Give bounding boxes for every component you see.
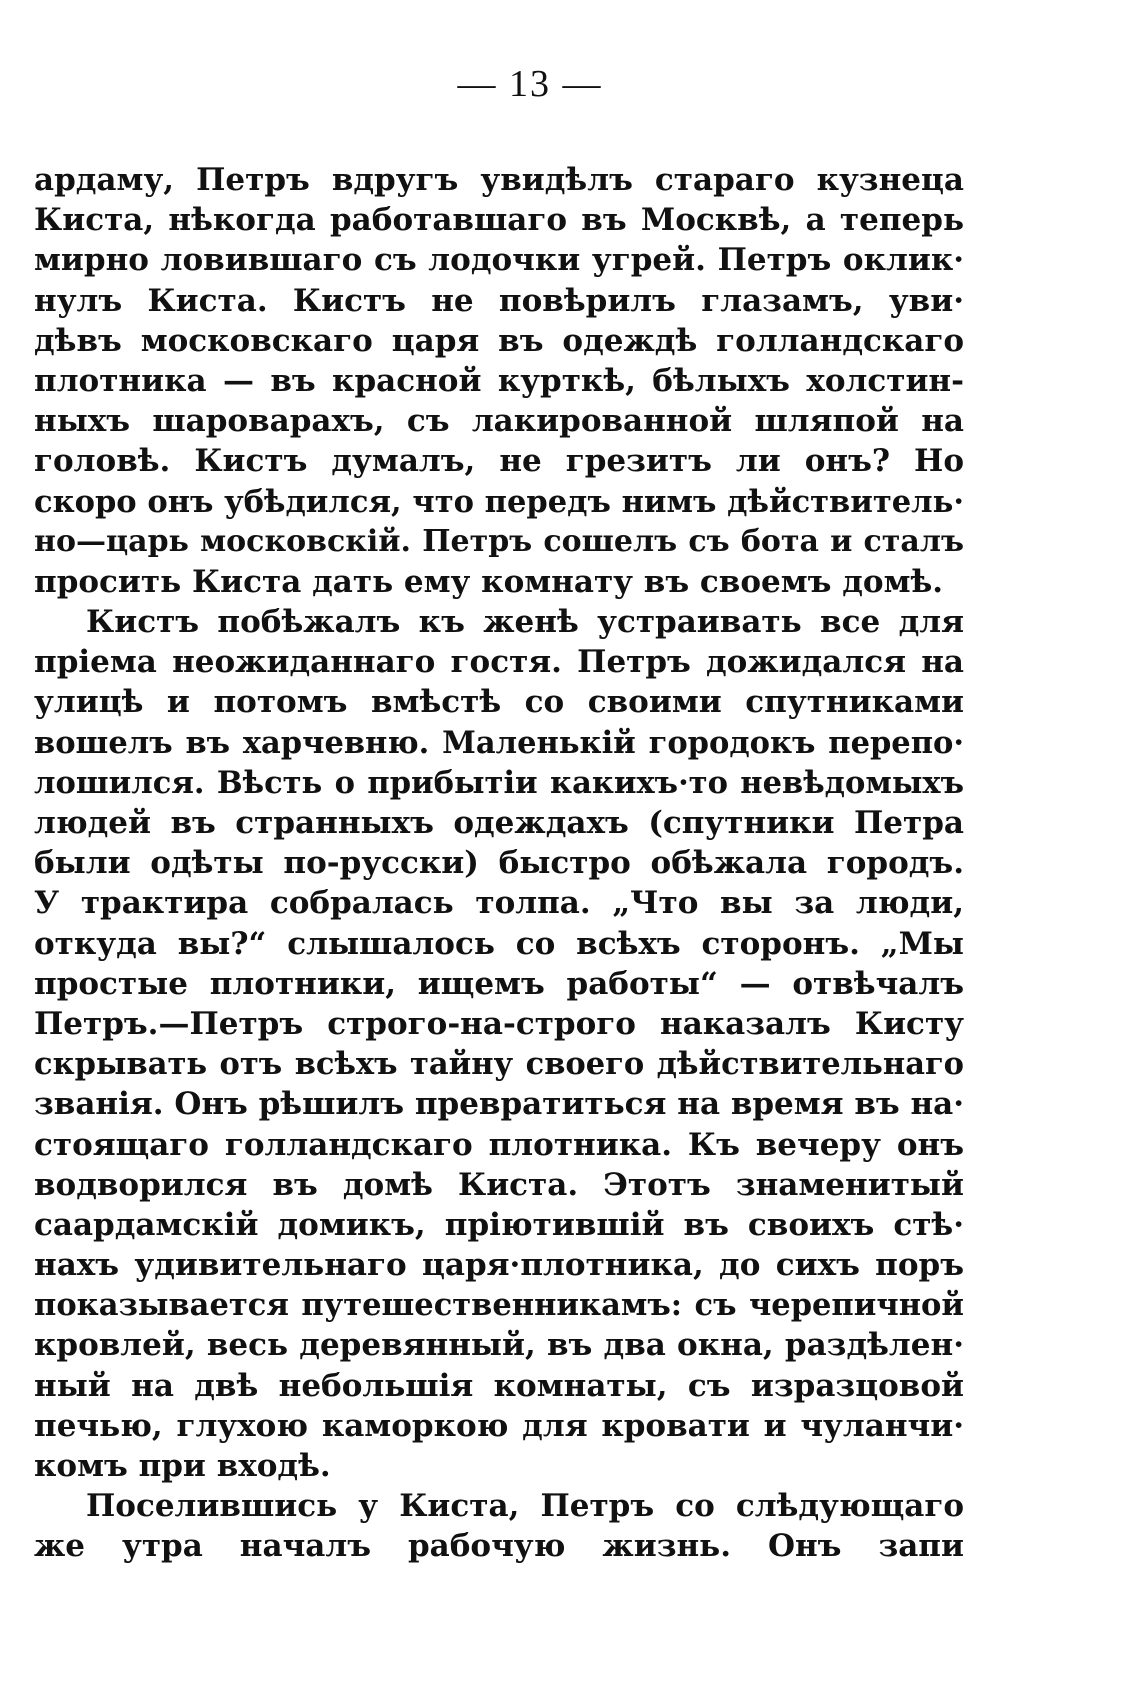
body-text [34, 160, 964, 1567]
text-line: нахъ удивительнаго царя·плотника, до сихъ поръ [34, 1247, 964, 1284]
text-line: У трактира собралась толпа. „Что вы за люди, [34, 885, 964, 922]
text-line: скрывать отъ всѣхъ тайну своего дѣйствительнаго [34, 1046, 964, 1083]
text-line: кровлей, весь деревянный, въ два окна, раздѣлен· [34, 1327, 964, 1364]
text-line: но—царь московскій. Петръ сошелъ съ бота и сталъ [34, 523, 964, 559]
text-line: печью, глухою каморкою для кровати и чуланчи· [34, 1407, 964, 1444]
text-line: головѣ. Кистъ думалъ, не грезитъ ли онъ? Но [34, 443, 964, 480]
text-line: были одѣты по-русски) быстро обѣжала городъ. [34, 845, 964, 882]
text-line: улицѣ и потомъ вмѣстѣ со своими спутниками [34, 684, 964, 721]
text-line: ный на двѣ небольшія комнаты, съ изразцовой [34, 1367, 964, 1404]
text-line: Киста, нѣкогда работавшаго въ Москвѣ, а теперь [34, 202, 964, 239]
text-line: показывается путешественникамъ: съ черепичной [34, 1287, 964, 1324]
text-line: стоящаго голландскаго плотника. Къ вечеру онъ [34, 1126, 964, 1163]
text-line: ныхъ шароварахъ, съ лакированной шляпой на [34, 403, 964, 440]
text-line: просить Киста дать ему комнату въ своемъ домѣ. [34, 563, 944, 600]
text-line: званія. Онъ рѣшилъ превратиться на время въ на· [34, 1086, 965, 1123]
text-line: пріема неожиданнаго гостя. Петръ дожидался на [34, 644, 964, 681]
text-line: Кистъ побѣжалъ къ женѣ устраивать все для [86, 604, 964, 641]
text-line: Петръ.—Петръ строго-на-строго наказалъ Кисту [34, 1005, 964, 1042]
text-line: саардамскій домикъ, пріютившій въ своихъ стѣ· [34, 1206, 964, 1243]
text-line: же утра началъ рабочую жизнь. Онъ запи [34, 1528, 964, 1565]
text-line: мирно ловившаго съ лодочки угрей. Петръ оклик· [34, 242, 964, 279]
text-line: Поселившись у Киста, Петръ со слѣдующаго [86, 1488, 964, 1525]
text-line: дѣвъ московскаго царя въ одеждѣ голландскаго [34, 322, 964, 359]
page-number: — 13 — [457, 63, 603, 105]
text-line: комъ при входѣ. [34, 1448, 331, 1484]
text-line: водворился въ домѣ Киста. Этотъ знаменитый [34, 1166, 964, 1203]
text-line: откуда вы?“ слышалось со всѣхъ сторонъ. „Мы [34, 925, 964, 962]
text-line: нулъ Киста. Кистъ не повѣрилъ глазамъ, уви· [34, 282, 964, 319]
text-line: вошелъ въ харчевню. Маленькій городокъ перепо· [34, 724, 964, 761]
text-line: плотника — въ красной курткѣ, бѣлыхъ холстин- [34, 362, 964, 399]
text-line: скоро онъ убѣдился, что передъ нимъ дѣйствитель· [34, 483, 964, 520]
text-line: простые плотники, ищемъ работы“ — отвѣчалъ [34, 965, 964, 1002]
text-line: лошился. Вѣсть о прибытіи какихъ·то невѣдомыхъ [34, 764, 964, 801]
text-line: ардаму, Петръ вдругъ увидѣлъ стараго кузнеца [34, 162, 964, 198]
text-line: людей въ странныхъ одеждахъ (спутники Петра [34, 805, 964, 841]
